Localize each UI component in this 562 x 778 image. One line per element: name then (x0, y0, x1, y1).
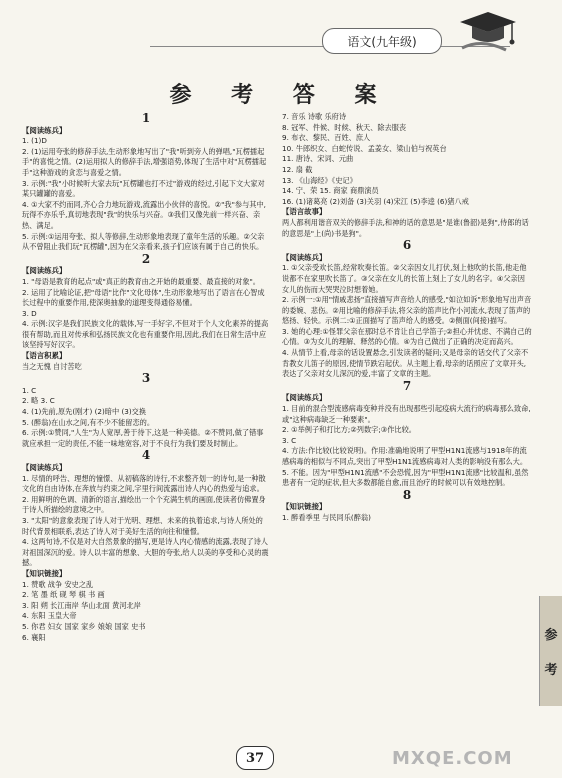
answer-line: 5. 示例:①运用夸张、拟人等修辞,生动形象地表现了童年生活的乐趣。②父亲从不曾阻止我们玩"瓦楞罐",因为在父亲看来,孩子们应该有属于自己的快乐。 (22, 231, 265, 252)
right-column (282, 112, 532, 524)
graduation-cap-icon (452, 8, 522, 54)
answer-line: 11. 唐诗、宋词、元曲 (282, 154, 354, 164)
answer-line: 1. 目前的混合型流感病毒变种并没有出现那些引起疫病大流行的病毒那么致命,或"这种病毒缺乏一种要素"。 (282, 404, 531, 424)
answer-line: 4. 东阳 玉皇大帝 (22, 611, 77, 621)
section-number: 6 (402, 238, 412, 253)
answer-line: 3. 阳 朔 长江南岸 华山北面 黄河北岸 (22, 600, 141, 610)
section-tag: 【阅读练兵】 (22, 266, 67, 276)
answer-line: 1. 醉看季里 与民同乐(醉翁) (282, 512, 371, 522)
page-number: 37 (236, 746, 274, 770)
answer-line: 14. 宁、荣 15. 商家 商鼎演员 (282, 186, 379, 196)
section-tag: 【阅读练兵】 (282, 252, 327, 262)
page-title: 参 考 答 案 (169, 82, 393, 108)
answer-line: 2. 用鲜明的色调、清新的语言,描绘出一个个充满生机的画面,使读者仿佛置身于诗人所描绘的意境之中。 (22, 494, 266, 515)
watermark: MXQE.COM (392, 748, 513, 769)
answer-line: 1. 赞歌 战争 安史之乱 (22, 579, 94, 589)
answer-line: 4. (1)先前,原先(刚才) (2)暗中 (3)交换 (22, 407, 147, 417)
section-tag: 【阅读练兵】 (22, 125, 67, 135)
answer-line: 5. 不能。因为"甲型H1N1流感"不会恐慌,因为"甲型H1N1流感"比较温和,虽然患者有一定的症状,但大多数都能自愈,而且治疗的时候可以有效地控制。 (282, 467, 529, 488)
answer-line: 4. 方法:作比较(比较说明)。作用:准确地说明了甲型H1N1流感与1918年的流感病毒的相似与不同点,突出了甲型H1N1流感病毒对人类的影响没有那么大。 (282, 446, 528, 466)
answer-line: 4. ①大家不约而同,齐心合力地玩游戏,流露出小伙伴的喜悦。②"我"参与其中,玩得不亦乐乎,真切地表现"我"的快乐与兴奋。③我们又像先前一样兴奋、亲热、满足。 (22, 199, 266, 230)
answer-line: 4. 示例:汉字是我们民族文化的载体,写一手好字,不但对于个人文化素养的提高很有帮助,而且对传承和弘扬民族文化也有重要作用,因此,我们在日常生活中应该坚持写好汉字。 (22, 319, 269, 350)
section-tag: 【知识链接】 (282, 502, 327, 512)
side-tab (539, 596, 562, 706)
answer-line: 4. 从情节上看,母亲的话设置悬念,引发读者的疑问;又是母亲的话交代了父亲不肯教女儿笛子的原因,使情节跌宕起伏。从主题上看,母亲的话照应了文章开头,表达了父亲对女儿深沉的爱,丰富了文章的主题。 (282, 348, 529, 379)
answer-line: 1. ①父亲受欢长笛,经常吹奏长笛。②父亲因女儿打伏,刻上他吹的长笛,他走他说都不在家里吹长笛了。③父亲在女儿的长笛上刻上了女儿的名字。④父亲因女儿的伤而大哭哭泣时想着她。 (282, 263, 527, 294)
section-tag: 【语言积累】 (22, 351, 67, 361)
answer-line: 当之无愧 自讨苦吃 (22, 361, 82, 371)
section-number: 4 (141, 448, 151, 463)
section-number: 2 (141, 251, 151, 266)
answer-line: 7. 音乐 诗歌 乐府诗 (282, 112, 347, 121)
answer-line: 2. 笔 墨 纸 砚 琴 棋 书 画 (22, 590, 105, 600)
answer-line: 3. C (282, 435, 297, 445)
answer-line: 6. 襄阳 (22, 632, 46, 642)
section-number: 7 (402, 378, 412, 393)
section-number: 3 (141, 371, 151, 386)
answer-line: 1. C (22, 385, 37, 395)
answer-line: 2. ①举例子和打比方;②列数字;③作比较。 (282, 425, 416, 435)
answer-line: 2. 略 3. C (22, 396, 55, 406)
answer-line: 16. (1)诸葛亮 (2)刘备 (3)关羽 (4)宋江 (5)李逵 (6)猪八戒 (282, 196, 469, 206)
answer-line: 13. 《山海经》《史记》 (282, 175, 357, 185)
section-tag: 【语言故事】 (282, 207, 327, 217)
side-tab-char: 考 (544, 663, 558, 678)
answer-line: 9. 布衣、黎民、百姓、庶人 (282, 133, 371, 143)
section-tag: 【阅读练兵】 (22, 463, 67, 472)
answer-line: 5. (醉翁)在山水之间,有不少不能留恋的。 (22, 417, 155, 427)
section-number: 1 (141, 111, 151, 125)
answer-line: 3. D (22, 308, 37, 318)
side-tab-char: 参 (544, 628, 558, 643)
answer-line: 1. 尽情的呼告、理想的憧憬、从初稿落的诗行,不求整齐划一的诗句,是一种散文化的自由诗体,在奔放与约束之间,字里行间流露出诗人内心的热爱与追求。 (22, 473, 266, 494)
answer-line: 两人都利用谐音双关的修辞手法,和神的话的意思是"是谁(鲁韶)是狗",侍郎的话的意思是"上(尚)书是狗"。 (282, 217, 529, 238)
answer-line: 3. "太阳"的意象表现了诗人对于光明、理想、未来的执着追求,与诗人所处的时代背景相联系,表达了诗人对于美好生活的向往和憧憬。 (22, 515, 263, 536)
answer-line: 6. 示例:①赞同,"人生"为人宽厚,善于待下,这是一种美德。②不赞同,做了错事就应承担一定的责任,不能一味地宽容,对于不良行为我们要及时制止。 (22, 428, 264, 448)
section-tag: 【阅读练兵】 (282, 393, 327, 403)
answer-line: 3. 示例:"我"小时候听大家去玩"瓦楞罐也打不过"游戏的经过,引起下文大家对某只罐罐的喜爱。 (22, 178, 265, 199)
answer-line: 4. 这两句诗,不仅是对大自然景象的描写,更是诗人内心情感的流露,表现了诗人对祖国深沉的爱。诗人以丰富的想象、大胆的夸张,给人以美的享受和心灵的震撼。 (22, 537, 269, 568)
answer-line: 3. 她的心理:①怪罪父亲在那时总不肯让自己学笛子;②担心并忧虑、不满自己的心情。③为女儿的理解、释然的心情。④为自己做出了正确的决定而高兴。 (282, 326, 532, 347)
section-tag: 【知识链接】 (22, 568, 67, 578)
answer-line: 2. 示例一:①用"情戚悲扬"直接描写声音给人的感受,"如泣如诉"形象地写出声音的委婉、悲伤。②用比喻的修辞手法,将父亲的笛声比作小河流水,表现了笛声的悠扬、轻快。示例二:①正面描写了笛声给人的感受。②侧面(间接)描写。 (282, 295, 532, 326)
answer-line: 1. "母语是教育的起点"或"真正的教育由之开始的最重要、最直接的对象"。 (22, 276, 260, 286)
answer-line: 12. 扇 截 (282, 164, 313, 174)
answer-line: 8. 冠军、件候、时候、秋天、除去服丧 (282, 122, 407, 132)
answer-line: 2. 运用了比喻论证,把"母语"比作"文化母体",生动形象地写出了语言在心智成长过程中的重要作用,使深奥抽象的道理变得通俗易懂。 (22, 287, 265, 308)
answer-line: 2. (1)运用夸张的修辞手法,生动形象地写出了"我"听到旁人的弹唱,"瓦楞擂起手"的喜悦之情。(2)运用拟人的修辞手法,增强语势,体现了生活中对"瓦楞擂起手"这种游戏的贪恋与喜爱之情。 (22, 146, 267, 177)
left-column (22, 112, 270, 643)
subject-badge: 语文(九年级) (322, 28, 442, 54)
section-number: 8 (402, 487, 412, 502)
answer-line: 10. 牛郎织女、白蛇传说、孟姜女、梁山伯与祝英台 (282, 143, 447, 153)
answer-line: 1. (1)D (22, 136, 47, 146)
answer-line: 5. 你君 妇女 国家 家乡 娘娘 国家 史书 (22, 621, 146, 631)
